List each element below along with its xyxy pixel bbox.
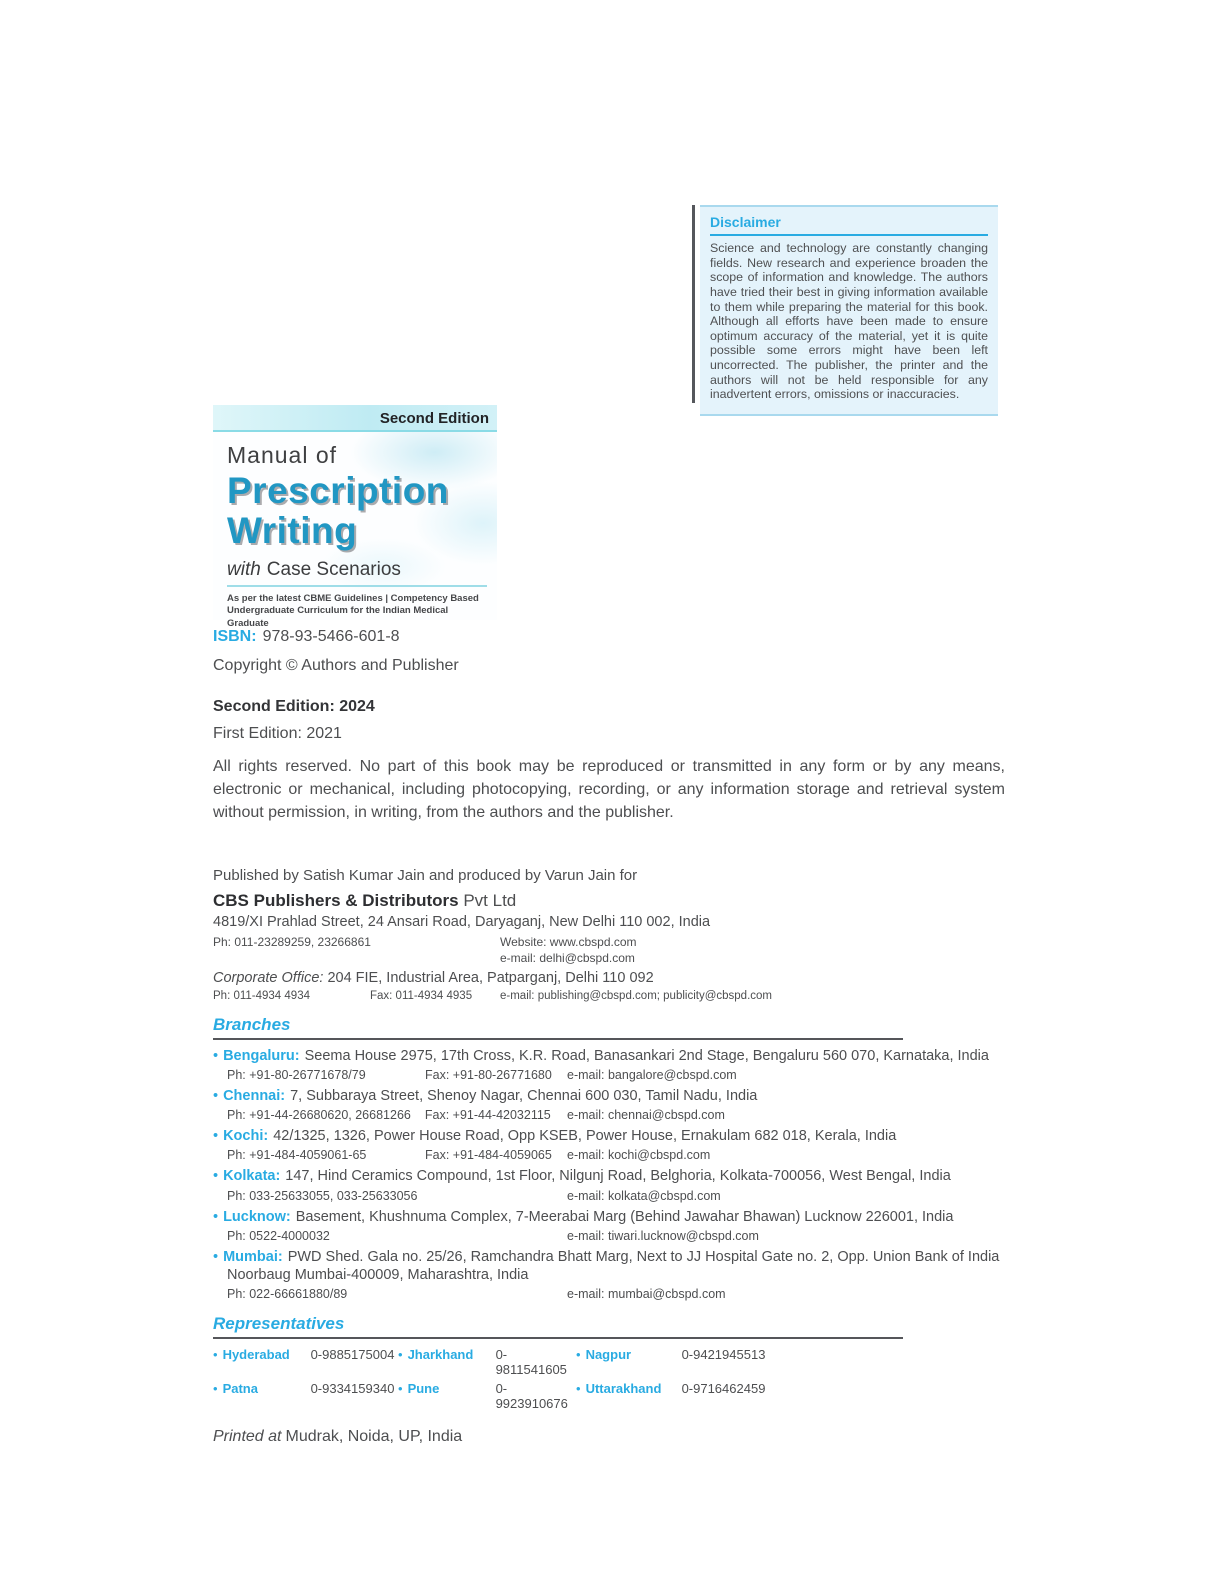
publisher-phone: Ph: 011-23289259, 23266861 bbox=[213, 934, 371, 949]
corporate-email: e-mail: publishing@cbspd.com; publicity@cbspd.com bbox=[500, 990, 772, 1002]
representatives-heading: Representatives bbox=[213, 1314, 903, 1339]
published-by-line: Published by Satish Kumar Jain and produced by Varun Jain for bbox=[213, 866, 638, 884]
rep-name: Patna bbox=[222, 1380, 258, 1396]
rep-phone: 0-9885175004 bbox=[310, 1346, 395, 1362]
branch-contact-line bbox=[227, 1148, 1005, 1162]
branch-contact-line bbox=[227, 1189, 1005, 1203]
bullet-icon: • bbox=[213, 1248, 219, 1265]
branch-name: Bengaluru: bbox=[223, 1048, 300, 1064]
branch-address-line bbox=[213, 1047, 1005, 1065]
branch-address: Seema House 2975, 17th Cross, K.R. Road, Banasankari 2nd Stage, Bengaluru 560 070, Karnataka, India bbox=[304, 1048, 989, 1064]
publisher-name-bold: CBS Publishers & Distributors bbox=[213, 890, 459, 910]
bullet-icon: • bbox=[398, 1380, 403, 1396]
branch-kolkata bbox=[213, 1167, 1005, 1202]
branch-fax: Fax: +91-80-26771680 bbox=[425, 1068, 552, 1083]
edition-banner: Second Edition bbox=[213, 405, 497, 432]
branch-address-line bbox=[213, 1167, 1005, 1185]
rep-name: Hyderabad bbox=[222, 1346, 290, 1362]
cover-title-line2: Writing bbox=[227, 509, 358, 551]
branch-email: e-mail: kochi@cbspd.com bbox=[567, 1148, 711, 1163]
branch-email: e-mail: bangalore@cbspd.com bbox=[567, 1068, 737, 1083]
branch-address-line2: Noorbaug Mumbai-400009, Maharashtra, India bbox=[227, 1266, 529, 1283]
branches-heading: Branches bbox=[213, 1015, 903, 1040]
branch-address: Basement, Khushnuma Complex, 7-Meerabai Marg (Behind Jawahar Bhawan) Lucknow 226001, India bbox=[295, 1208, 954, 1225]
rep-hyderabad bbox=[213, 1347, 398, 1377]
cover-subtitle bbox=[227, 559, 487, 587]
branch-bengaluru bbox=[213, 1047, 1005, 1082]
branch-contact-line bbox=[227, 1287, 1005, 1301]
bullet-icon: • bbox=[576, 1380, 581, 1396]
branch-mumbai bbox=[213, 1248, 1005, 1301]
branch-phone: Ph: 0522-4000032 bbox=[227, 1228, 330, 1243]
bullet-icon: • bbox=[213, 1048, 219, 1064]
branch-email: e-mail: mumbai@cbspd.com bbox=[567, 1286, 726, 1301]
branch-contact-line bbox=[227, 1108, 1005, 1122]
branch-address-line bbox=[213, 1208, 1005, 1226]
publisher-website: Website: www.cbspd.com bbox=[500, 934, 637, 949]
cover-subtitle-rest: Case Scenarios bbox=[266, 558, 401, 580]
branch-address: 147, Hind Ceramics Compound, 1st Floor, Nilgunj Road, Belghoria, Kolkata-700056, West Bengal, India bbox=[285, 1168, 951, 1185]
cover-tagline-line1: As per the latest CBME Guidelines | Competency Based bbox=[227, 592, 479, 604]
branch-address-line bbox=[213, 1127, 1005, 1145]
rep-uttarakhand bbox=[576, 1381, 1005, 1411]
rep-patna bbox=[213, 1381, 398, 1411]
branch-chennai bbox=[213, 1087, 1005, 1122]
cover-body bbox=[213, 432, 497, 630]
branch-kochi bbox=[213, 1127, 1005, 1162]
branch-name: Lucknow: bbox=[223, 1208, 291, 1225]
rep-nagpur bbox=[576, 1347, 1005, 1377]
branch-email: e-mail: chennai@cbspd.com bbox=[567, 1108, 725, 1123]
rep-name: Jharkhand bbox=[407, 1346, 474, 1362]
cover-tagline-line2: Undergraduate Curriculum for the Indian Medical Graduate bbox=[227, 605, 449, 629]
printed-at-value: Mudrak, Noida, UP, India bbox=[285, 1427, 463, 1445]
branch-fax: Fax: +91-484-4059065 bbox=[425, 1148, 552, 1163]
branch-contact-line bbox=[227, 1229, 1005, 1243]
bullet-icon: • bbox=[213, 1168, 219, 1185]
isbn-value: 978-93-5466-601-8 bbox=[262, 628, 400, 645]
publisher-email: e-mail: delhi@cbspd.com bbox=[500, 950, 635, 965]
rep-phone: 0-9716462459 bbox=[681, 1380, 766, 1396]
spacer bbox=[213, 950, 500, 966]
bullet-icon: • bbox=[213, 1088, 219, 1105]
bullet-icon: • bbox=[398, 1346, 403, 1362]
branch-phone: Ph: 033-25633055, 033-25633056 bbox=[227, 1188, 418, 1203]
branch-lucknow bbox=[213, 1208, 1005, 1243]
branch-address-line bbox=[213, 1248, 1005, 1266]
branch-address-line bbox=[213, 1087, 1005, 1105]
rep-jharkhand bbox=[398, 1347, 576, 1377]
cover-title-line1: Prescription bbox=[227, 470, 449, 511]
branch-phone: Ph: 022-66661880/89 bbox=[227, 1286, 348, 1301]
disclaimer-title: Disclaimer bbox=[710, 214, 988, 236]
publisher-contact bbox=[213, 934, 1005, 966]
branch-name: Mumbai: bbox=[223, 1248, 283, 1265]
isbn-line bbox=[213, 628, 1005, 646]
branch-email: e-mail: tiwari.lucknow@cbspd.com bbox=[567, 1228, 759, 1243]
printed-at-label: Printed at bbox=[213, 1427, 282, 1445]
bullet-icon: • bbox=[213, 1346, 218, 1362]
publisher-name bbox=[213, 891, 1005, 911]
second-edition-line: Second Edition: 2024 bbox=[213, 698, 375, 715]
publisher-address: 4819/XI Prahlad Street, 24 Ansari Road, Daryaganj, New Delhi 110 002, India bbox=[213, 913, 711, 930]
corporate-office-line bbox=[213, 970, 1005, 986]
cover-tagline bbox=[227, 593, 489, 630]
cover-title-prefix: Manual of bbox=[227, 442, 338, 468]
rep-name: Uttarakhand bbox=[585, 1380, 662, 1396]
rep-name: Pune bbox=[407, 1380, 440, 1396]
branch-contact-line bbox=[227, 1068, 1005, 1082]
branch-phone: Ph: +91-80-26771678/79 bbox=[227, 1068, 366, 1083]
branch-email: e-mail: kolkata@cbspd.com bbox=[567, 1188, 721, 1203]
branch-address: 42/1325, 1326, Power House Road, Opp KSEB, Power House, Ernakulam 682 018, Kerala, India bbox=[273, 1128, 897, 1145]
publisher-name-rest: Pvt Ltd bbox=[458, 890, 517, 910]
branch-name: Chennai: bbox=[223, 1088, 286, 1105]
rep-phone: 0-9923910676 bbox=[495, 1380, 568, 1411]
bullet-icon: • bbox=[213, 1208, 219, 1225]
representatives-grid bbox=[213, 1347, 1005, 1411]
branch-phone: Ph: +91-484-4059061-65 bbox=[227, 1148, 367, 1163]
rep-name: Nagpur bbox=[585, 1346, 632, 1362]
rep-pune bbox=[398, 1381, 576, 1411]
copyright-line: Copyright © Authors and Publisher bbox=[213, 657, 459, 674]
rights-paragraph: All rights reserved. No part of this book may be reproduced or transmitted in any form or by any means, electronic or mechanical, including photocopying, recording, or any information storage and retrieval system without permission, in writing, from the authors and the publisher. bbox=[213, 758, 1005, 821]
corporate-fax: Fax: 011-4934 4935 bbox=[370, 990, 473, 1002]
rep-phone: 0-9334159340 bbox=[310, 1380, 395, 1396]
branch-fax: Fax: +91-44-42032115 bbox=[424, 1108, 551, 1123]
corporate-office-address: 204 FIE, Industrial Area, Patparganj, Delhi 110 092 bbox=[323, 970, 654, 986]
branch-name: Kolkata: bbox=[223, 1168, 281, 1185]
cover-subtitle-with: with bbox=[227, 558, 261, 580]
corporate-phone: Ph: 011-4934 4934 bbox=[213, 990, 310, 1002]
corporate-contact bbox=[213, 990, 1005, 1002]
corporate-office-label: Corporate Office: bbox=[213, 970, 324, 986]
bullet-icon: • bbox=[576, 1346, 581, 1362]
branches-list bbox=[213, 1047, 1005, 1301]
branch-address: 7, Subbaraya Street, Shenoy Nagar, Chennai 600 030, Tamil Nadu, India bbox=[290, 1088, 758, 1105]
first-edition-line: First Edition: 2021 bbox=[213, 725, 342, 742]
branch-name: Kochi: bbox=[223, 1128, 269, 1145]
disclaimer-left-rule bbox=[692, 205, 695, 403]
main-column bbox=[213, 628, 1005, 1446]
disclaimer-box bbox=[700, 205, 998, 416]
disclaimer-body: Science and technology are constantly changing fields. New research and experience broaden the scope of information and knowledge. The authors have tried their best in giving information available to them while preparing the material for this book. Although all efforts have been made to ensure optimum accuracy of the material, yet it is quite possible some errors might have been left uncorrected. The publisher, the printer and the authors will not be held responsible for any inadvertent errors, omissions or inaccuracies. bbox=[710, 241, 988, 402]
branch-phone: Ph: +91-44-26680620, 26681266 bbox=[227, 1108, 411, 1123]
bullet-icon: • bbox=[213, 1380, 218, 1396]
cover-thumbnail bbox=[213, 405, 497, 629]
printed-at-line bbox=[213, 1428, 1005, 1446]
branch-address: PWD Shed. Gala no. 25/26, Ramchandra Bhatt Marg, Next to JJ Hospital Gate no. 2, Opp. Union Bank of India bbox=[287, 1248, 1000, 1265]
isbn-label: ISBN: bbox=[213, 628, 257, 645]
bullet-icon: • bbox=[213, 1128, 219, 1145]
disclaimer-section bbox=[692, 205, 1000, 416]
rep-phone: 0-9811541605 bbox=[495, 1346, 567, 1377]
rep-phone: 0-9421945513 bbox=[681, 1346, 766, 1362]
